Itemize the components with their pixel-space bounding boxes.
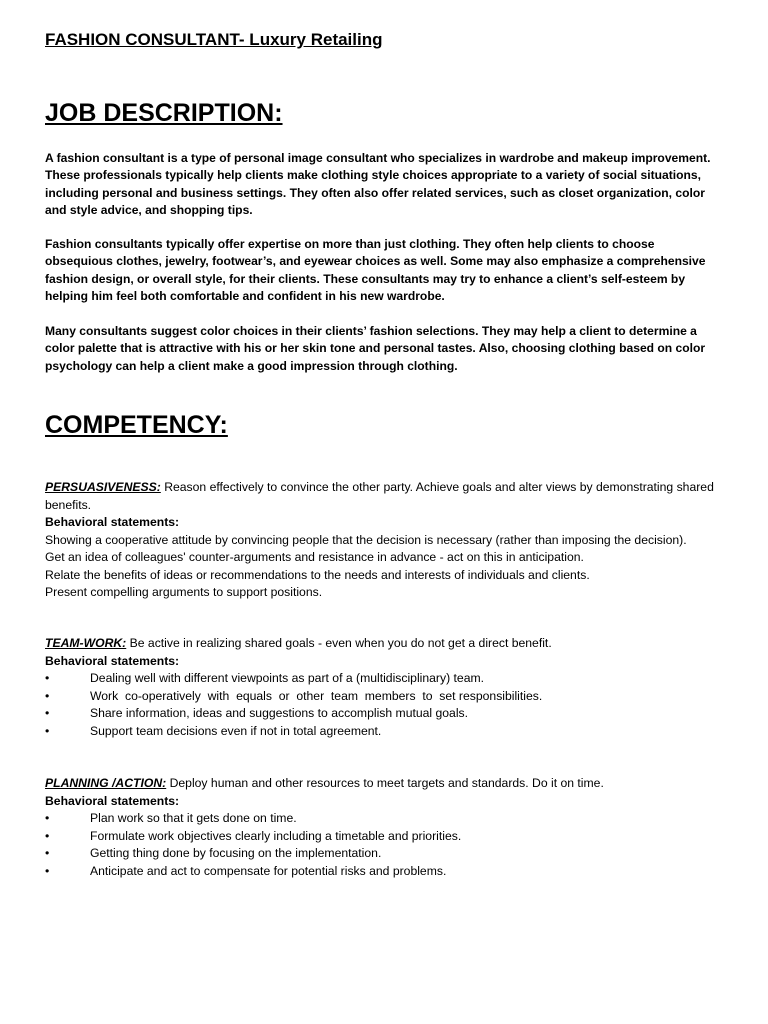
- bullet-text: Plan work so that it gets done on time.: [90, 811, 297, 825]
- bullet-icon: •: [45, 723, 50, 738]
- bullet-text: Dealing well with different viewpoints as part of a (multidisciplinary) team.: [90, 671, 485, 685]
- bullet-text: Anticipate and act to compensate for potential risks and problems.: [90, 863, 447, 878]
- bullet-icon: •: [45, 828, 50, 843]
- bullet-icon: •: [45, 863, 50, 878]
- behavioral-statements-label: Behavioral statements:: [45, 515, 180, 529]
- bullet-icon: •: [45, 688, 50, 703]
- behavioral-statement: Showing a cooperative attitude by convincing people that the decision is necessary (rather than imposing the decision).: [45, 532, 687, 547]
- bullet-icon: •: [45, 671, 50, 685]
- job-paragraph-2: Fashion consultants typically offer expertise on more than just clothing. They often help clients to choose obsequious clothes, jewelry, footwear’s, and eyewear choices as well. Some may also emphasize a comprehensive fashion design, or overall style, for their clients. These consultants may try to enhance a client’s self-esteem by helping him feel both comfortable and confident in his new wardrobe.: [45, 237, 706, 304]
- bullet-item: [45, 705, 735, 723]
- bullet-icon: •: [45, 811, 50, 825]
- bullet-icon: •: [45, 846, 50, 860]
- competency-team-work: [45, 635, 735, 740]
- bullet-text: Work co-operatively with equals or other team members to set responsibilities.: [90, 688, 543, 703]
- competency-persuasiveness: [45, 479, 735, 602]
- competency-definition: [45, 479, 735, 514]
- bullet-text: Getting thing done by focusing on the implementation.: [90, 846, 382, 860]
- behavioral-statements-label: Behavioral statements:: [45, 793, 180, 808]
- bullet-icon: •: [45, 706, 50, 720]
- bullet-item: [45, 810, 735, 828]
- bullet-text: Share information, ideas and suggestions to accomplish mutual goals.: [90, 706, 469, 720]
- bullet-item: [45, 828, 735, 846]
- bullet-item: [45, 723, 735, 741]
- competency-term: PERSUASIVENESS:: [45, 480, 161, 494]
- document-title: FASHION CONSULTANT- Luxury Retailing: [45, 30, 383, 49]
- bullet-item: [45, 670, 735, 688]
- behavioral-statement: Get an idea of colleagues' counter-arguments and resistance in advance - act on this in anticipation.: [45, 550, 584, 564]
- bullet-item: [45, 863, 735, 881]
- behavioral-statement: Relate the benefits of ideas or recommendations to the needs and interests of individuals and clients.: [45, 567, 590, 582]
- competency-planning-action: [45, 775, 735, 880]
- bullet-item: [45, 845, 735, 863]
- bullet-text: Support team decisions even if not in total agreement.: [90, 723, 382, 738]
- competency-definition-text: Reason effectively to convince the other party. Achieve goals and alter views by demonstrating shared benefits.: [45, 480, 714, 512]
- job-paragraph-1: A fashion consultant is a type of personal image consultant who specializes in wardrobe and makeup improvement. These professionals typically help clients make clothing style choices appropriate to a variety of social situations, including personal and business settings. They often also offer related services, such as closet organization, color and style advice, and shopping tips.: [45, 151, 711, 218]
- competency-definition: [45, 775, 735, 793]
- bullet-item: [45, 688, 735, 706]
- job-paragraph-3: Many consultants suggest color choices in their clients’ fashion selections. They may help a client to determine a color palette that is attractive with his or her skin tone and personal tastes. Also, choosing clothing based on color psychology can help a client make a good impression through clothing.: [45, 324, 706, 373]
- competency-term: PLANNING /ACTION:: [45, 776, 167, 790]
- job-description-heading: JOB DESCRIPTION:: [45, 99, 283, 127]
- competency-heading: COMPETENCY:: [45, 411, 228, 439]
- behavioral-statement: Present compelling arguments to support positions.: [45, 585, 323, 599]
- competency-term: TEAM-WORK:: [45, 636, 127, 650]
- competency-definition-text: Be active in realizing shared goals - even when you do not get a direct benefit.: [126, 636, 552, 650]
- competency-definition: [45, 635, 735, 653]
- bullet-text: Formulate work objectives clearly including a timetable and priorities.: [90, 828, 462, 843]
- behavioral-statements-label: Behavioral statements:: [45, 653, 180, 668]
- competency-definition-text: Deploy human and other resources to meet targets and standards. Do it on time.: [166, 776, 604, 790]
